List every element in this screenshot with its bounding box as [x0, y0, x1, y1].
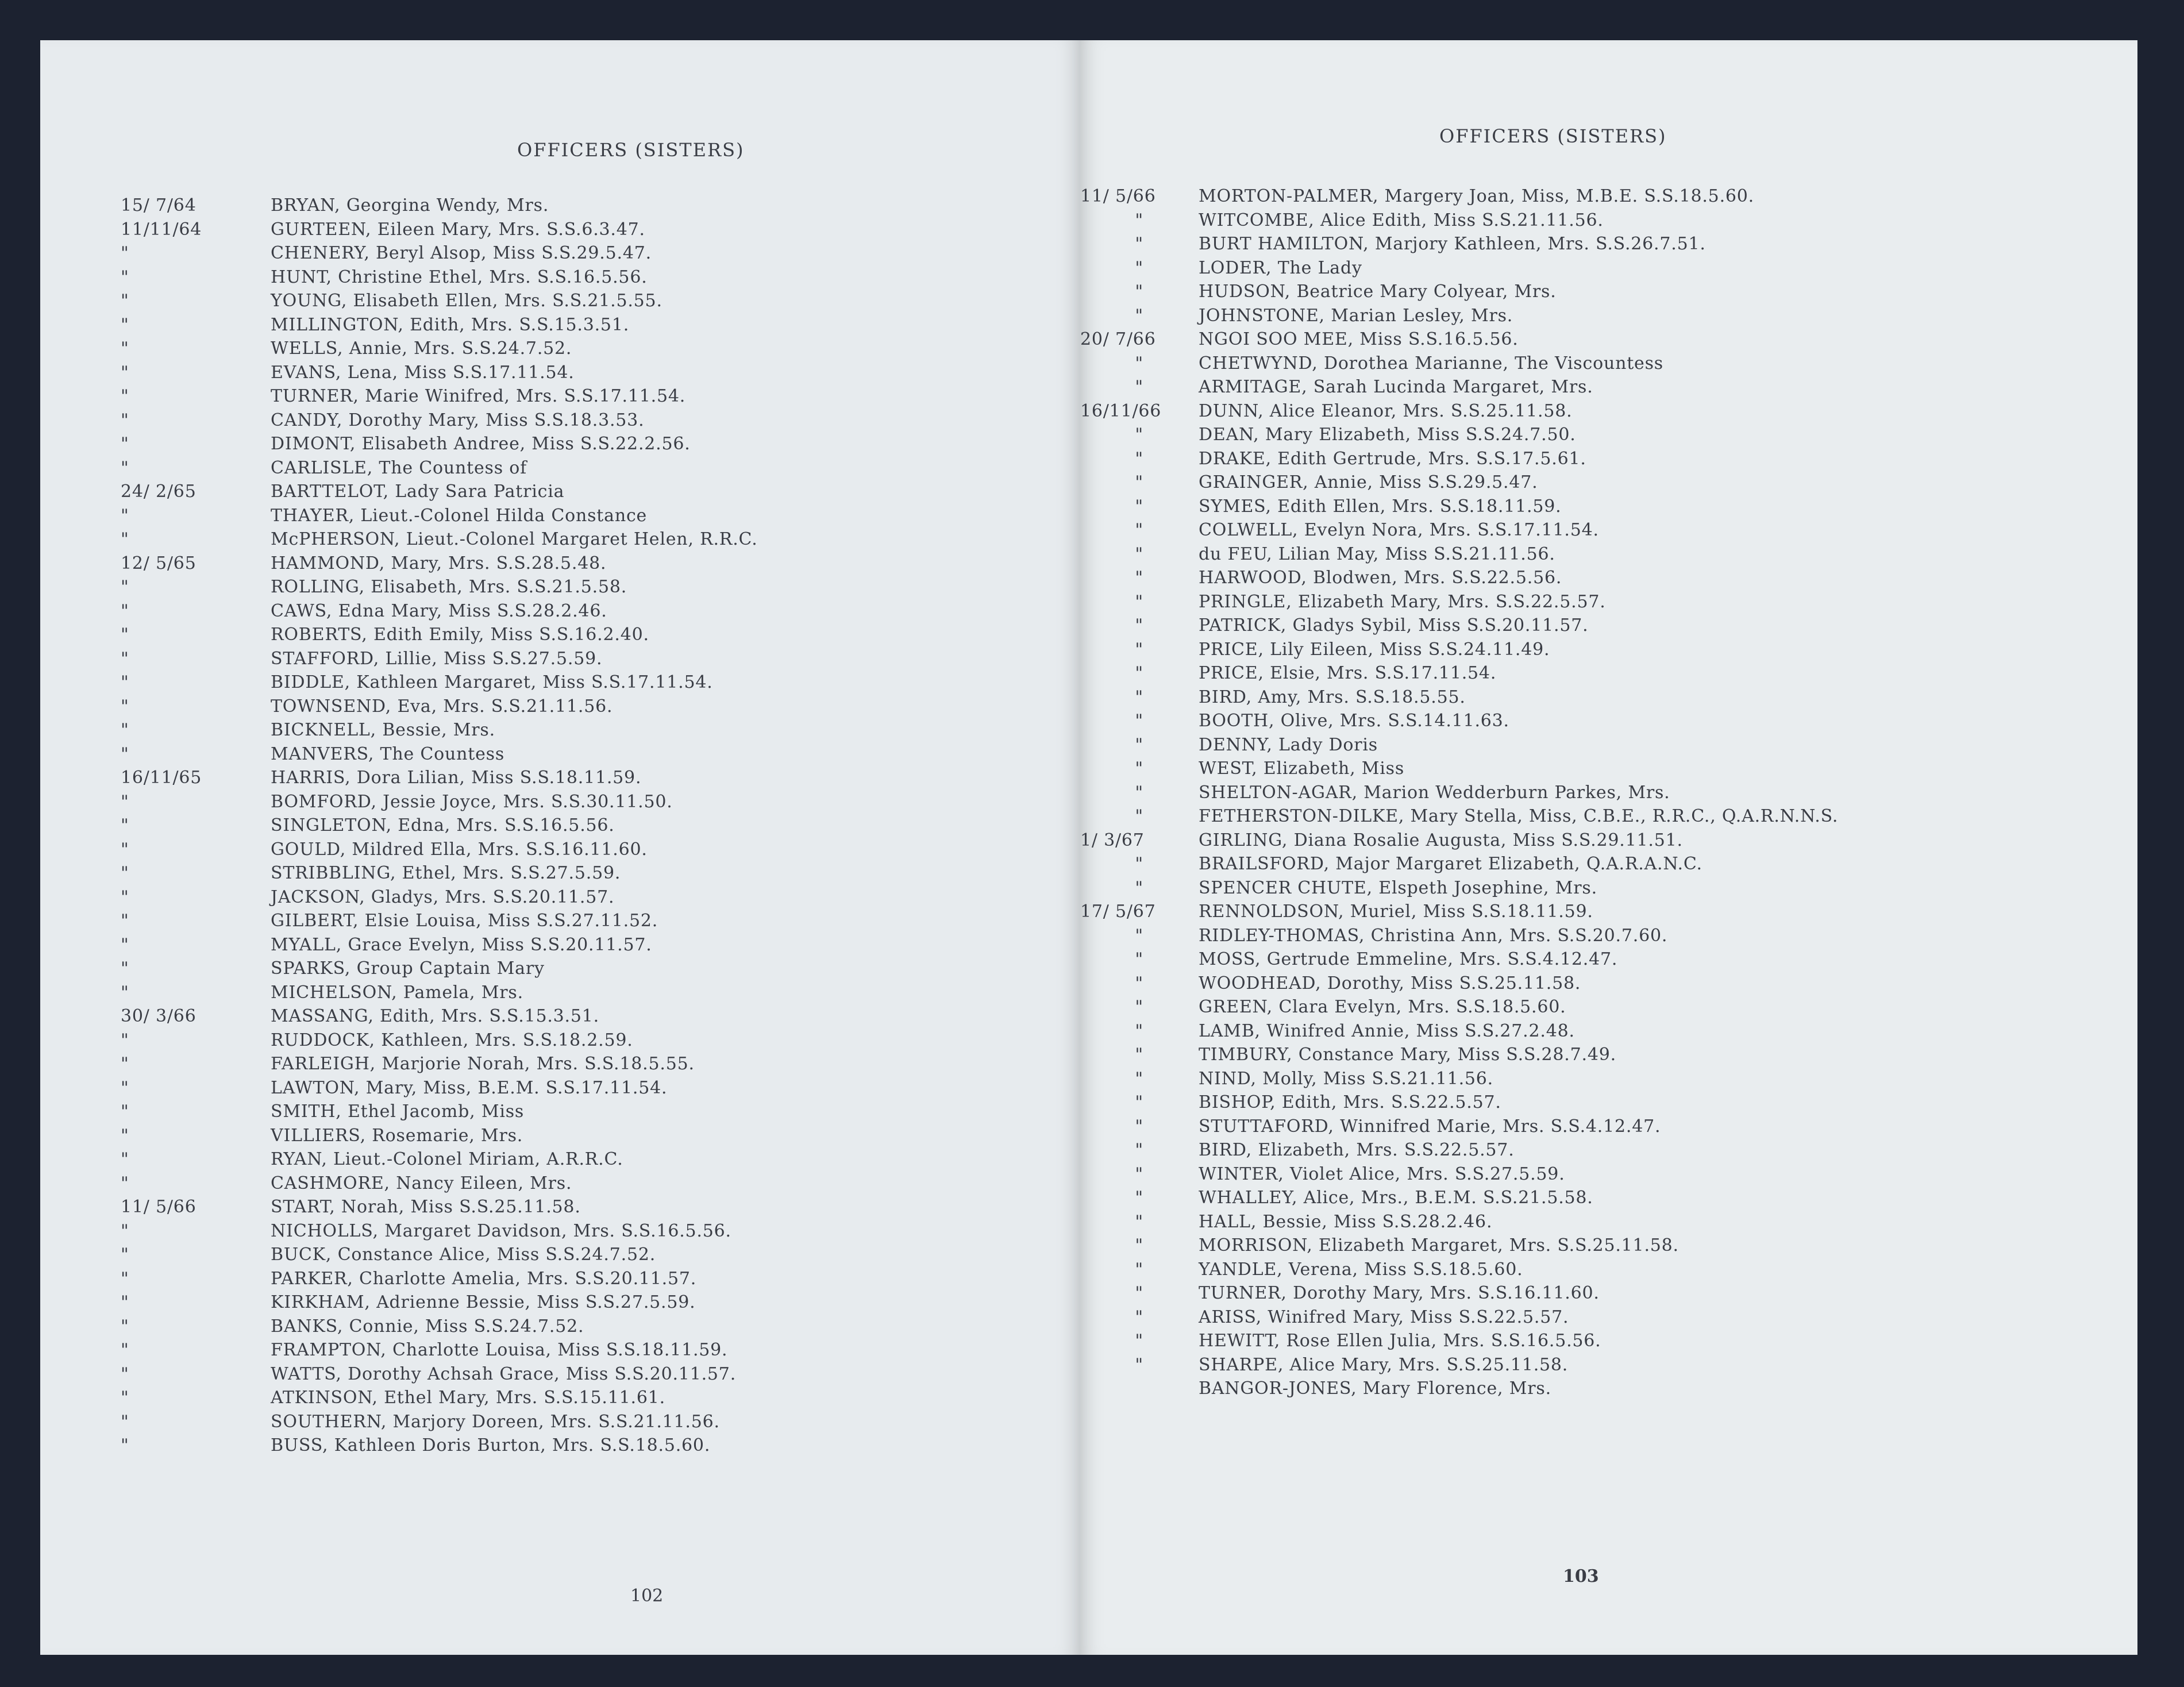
- entry-name: PATRICK, Gladys Sybil, Miss S.S.20.11.57.: [1199, 615, 1589, 635]
- entry-date: ": [121, 1030, 129, 1050]
- entry-date: ": [1135, 1331, 1143, 1351]
- entry-date: ": [1135, 854, 1143, 874]
- entry-date: ": [1135, 663, 1143, 683]
- entry-date: ": [121, 911, 129, 931]
- entry-date: ": [1135, 1188, 1143, 1208]
- entry-name: GILBERT, Elsie Louisa, Miss S.S.27.11.52.: [271, 911, 658, 931]
- entry-name: BRYAN, Georgina Wendy, Mrs.: [271, 195, 549, 215]
- entry-date: ": [121, 362, 129, 383]
- entry-date: ": [1135, 1235, 1143, 1255]
- entry-name: SINGLETON, Edna, Mrs. S.S.16.5.56.: [271, 815, 615, 835]
- entry-date: 30/ 3/66: [121, 1006, 197, 1026]
- entry-date: ": [1135, 1164, 1143, 1184]
- entry-date: ": [121, 505, 129, 526]
- entry-date: 17/ 5/67: [1080, 902, 1156, 922]
- entry-name: TURNER, Dorothy Mary, Mrs. S.S.16.11.60.: [1199, 1283, 1600, 1303]
- entry-date: ": [121, 625, 129, 645]
- entry-date: ": [121, 1149, 129, 1169]
- entry-name: WHALLEY, Alice, Mrs., B.E.M. S.S.21.5.58.: [1199, 1188, 1593, 1208]
- entry-name: RYAN, Lieut.-Colonel Miriam, A.R.R.C.: [271, 1149, 623, 1169]
- entry-name: BARTTELOT, Lady Sara Patricia: [271, 482, 565, 502]
- entry-name: BISHOP, Edith, Mrs. S.S.22.5.57.: [1199, 1092, 1501, 1112]
- entry-name: HARWOOD, Blodwen, Mrs. S.S.22.5.56.: [1199, 568, 1562, 588]
- entry-name: NIND, Molly, Miss S.S.21.11.56.: [1199, 1068, 1494, 1089]
- entry-date: ": [121, 1388, 129, 1408]
- entry-name: WEST, Elizabeth, Miss: [1199, 758, 1405, 779]
- entry-date: 16/11/65: [121, 768, 202, 788]
- entry-name: MORTON-PALMER, Margery Joan, Miss, M.B.E. S.S.18.5.60.: [1199, 186, 1755, 206]
- entry-date: ": [121, 338, 129, 359]
- entry-date: ": [1135, 1259, 1143, 1280]
- entry-name: WITCOMBE, Alice Edith, Miss S.S.21.11.56.: [1199, 210, 1604, 230]
- entry-name: PRINGLE, Elizabeth Mary, Mrs. S.S.22.5.57.: [1199, 591, 1606, 612]
- entry-name: BRAILSFORD, Major Margaret Elizabeth, Q.A.R.A.N.C.: [1199, 854, 1702, 874]
- entry-date: ": [1135, 782, 1143, 803]
- entry-name: YOUNG, Elisabeth Ellen, Mrs. S.S.21.5.55.: [271, 291, 662, 311]
- entry-date: ": [121, 720, 129, 740]
- entry-date: ": [1135, 520, 1143, 540]
- entry-name: HEWITT, Rose Ellen Julia, Mrs. S.S.16.5.56.: [1199, 1331, 1601, 1351]
- entry-date: ": [1135, 973, 1143, 993]
- entry-date: ": [1135, 210, 1143, 230]
- entry-date: ": [1135, 877, 1143, 898]
- entry-date: ": [121, 1173, 129, 1193]
- entry-name: TURNER, Marie Winifred, Mrs. S.S.17.11.54.: [271, 386, 686, 406]
- entry-date: ": [121, 267, 129, 287]
- entry-date: ": [121, 410, 129, 430]
- entry-date: ": [121, 744, 129, 764]
- entry-name: DENNY, Lady Doris: [1199, 734, 1378, 755]
- entry-date: ": [1135, 234, 1143, 254]
- entry-name: HALL, Bessie, Miss S.S.28.2.46.: [1199, 1211, 1493, 1232]
- entry-date: ": [121, 672, 129, 692]
- entry-name: BIRD, Amy, Mrs. S.S.18.5.55.: [1199, 687, 1466, 707]
- entry-date: ": [121, 529, 129, 549]
- entry-date: ": [121, 291, 129, 311]
- entry-name: DEAN, Mary Elizabeth, Miss S.S.24.7.50.: [1199, 425, 1576, 445]
- entry-date: ": [121, 600, 129, 621]
- entry-name: GOULD, Mildred Ella, Mrs. S.S.16.11.60.: [271, 839, 648, 860]
- entry-name: ARMITAGE, Sarah Lucinda Margaret, Mrs.: [1199, 377, 1593, 397]
- entry-name: LAWTON, Mary, Miss, B.E.M. S.S.17.11.54.: [271, 1077, 668, 1098]
- entry-name: DRAKE, Edith Gertrude, Mrs. S.S.17.5.61.: [1199, 448, 1586, 469]
- left-page: [40, 40, 1080, 1655]
- entry-name: WINTER, Violet Alice, Mrs. S.S.27.5.59.: [1199, 1164, 1565, 1184]
- entry-name: CHETWYND, Dorothea Marianne, The Viscountess: [1199, 353, 1663, 373]
- entry-name: VILLIERS, Rosemarie, Mrs.: [271, 1125, 523, 1146]
- entry-date: ": [1135, 353, 1143, 373]
- entry-date: ": [1135, 711, 1143, 731]
- entry-date: ": [121, 386, 129, 406]
- entry-date: ": [121, 839, 129, 860]
- entry-date: ": [1135, 925, 1143, 946]
- entry-date: ": [121, 1411, 129, 1432]
- entry-date: 11/ 5/66: [121, 1197, 197, 1217]
- entry-date: 12/ 5/65: [121, 553, 197, 573]
- entry-date: ": [121, 1340, 129, 1360]
- entry-name: HAMMOND, Mary, Mrs. S.S.28.5.48.: [271, 553, 607, 573]
- entry-date: ": [121, 887, 129, 907]
- entry-date: ": [121, 815, 129, 835]
- entry-date: ": [121, 934, 129, 955]
- entry-name: DUNN, Alice Eleanor, Mrs. S.S.25.11.58.: [1199, 400, 1573, 421]
- entry-date: ": [1135, 687, 1143, 707]
- entry-date: ": [1135, 615, 1143, 635]
- entry-name: JOHNSTONE, Marian Lesley, Mrs.: [1199, 305, 1513, 326]
- entry-name: YANDLE, Verena, Miss S.S.18.5.60.: [1199, 1259, 1523, 1280]
- entry-name: WATTS, Dorothy Achsah Grace, Miss S.S.20.11.57.: [271, 1364, 737, 1384]
- entry-name: STRIBBLING, Ethel, Mrs. S.S.27.5.59.: [271, 863, 621, 883]
- entry-date: ": [1135, 806, 1143, 826]
- entry-name: TIMBURY, Constance Mary, Miss S.S.28.7.49.: [1199, 1045, 1616, 1065]
- entry-name: MYALL, Grace Evelyn, Miss S.S.20.11.57.: [271, 934, 652, 955]
- entry-date: 1/ 3/67: [1080, 830, 1145, 850]
- entry-name: EVANS, Lena, Miss S.S.17.11.54.: [271, 362, 575, 383]
- entry-date: ": [1135, 639, 1143, 660]
- entry-date: ": [121, 696, 129, 717]
- entry-name: HARRIS, Dora Lilian, Miss S.S.18.11.59.: [271, 768, 642, 788]
- entry-name: ATKINSON, Ethel Mary, Mrs. S.S.15.11.61.: [271, 1388, 665, 1408]
- entry-name: JACKSON, Gladys, Mrs. S.S.20.11.57.: [271, 887, 615, 907]
- entry-name: CANDY, Dorothy Mary, Miss S.S.18.3.53.: [271, 410, 645, 430]
- entry-name: BIRD, Elizabeth, Mrs. S.S.22.5.57.: [1199, 1140, 1515, 1160]
- page-title: OFFICERS (SISTERS): [1439, 125, 1667, 147]
- entry-date: ": [121, 457, 129, 478]
- entry-name: WELLS, Annie, Mrs. S.S.24.7.52.: [271, 338, 572, 359]
- entry-name: FARLEIGH, Marjorie Norah, Mrs. S.S.18.5.55.: [271, 1054, 695, 1074]
- entry-name: STUTTAFORD, Winnifred Marie, Mrs. S.S.4.12.47.: [1199, 1116, 1661, 1137]
- entry-date: ": [1135, 282, 1143, 302]
- entry-name: SYMES, Edith Ellen, Mrs. S.S.18.11.59.: [1199, 496, 1562, 517]
- entry-name: MORRISON, Elizabeth Margaret, Mrs. S.S.25.11.58.: [1199, 1235, 1679, 1255]
- entry-date: ": [121, 577, 129, 597]
- entry-name: LAMB, Winifred Annie, Miss S.S.27.2.48.: [1199, 1020, 1575, 1041]
- entry-date: ": [1135, 1211, 1143, 1232]
- entry-date: ": [121, 1101, 129, 1122]
- entry-date: ": [121, 1435, 129, 1455]
- entry-name: KIRKHAM, Adrienne Bessie, Miss S.S.27.5.59.: [271, 1292, 696, 1312]
- entry-name: STAFFORD, Lillie, Miss S.S.27.5.59.: [271, 648, 603, 669]
- entry-name: SMITH, Ethel Jacomb, Miss: [271, 1101, 525, 1122]
- entry-name: CAWS, Edna Mary, Miss S.S.28.2.46.: [271, 600, 607, 621]
- entry-name: RENNOLDSON, Muriel, Miss S.S.18.11.59.: [1199, 902, 1593, 922]
- entry-name: LODER, The Lady: [1199, 257, 1362, 278]
- entry-name: CASHMORE, Nancy Eileen, Mrs.: [271, 1173, 572, 1193]
- entry-name: PRICE, Elsie, Mrs. S.S.17.11.54.: [1199, 663, 1497, 683]
- entry-name: SHARPE, Alice Mary, Mrs. S.S.25.11.58.: [1199, 1354, 1569, 1375]
- entry-date: ": [1135, 1045, 1143, 1065]
- entry-name: SHELTON-AGAR, Marion Wedderburn Parkes, Mrs.: [1199, 782, 1670, 803]
- entry-date: ": [1135, 305, 1143, 326]
- entry-name: SPENCER CHUTE, Elspeth Josephine, Mrs.: [1199, 877, 1597, 898]
- entry-name: SOUTHERN, Marjory Doreen, Mrs. S.S.21.11.56.: [271, 1411, 720, 1432]
- entry-name: MILLINGTON, Edith, Mrs. S.S.15.3.51.: [271, 314, 630, 335]
- entry-name: SPARKS, Group Captain Mary: [271, 958, 545, 979]
- entry-name: BICKNELL, Bessie, Mrs.: [271, 720, 495, 740]
- entry-date: ": [1135, 1068, 1143, 1089]
- entry-name: COLWELL, Evelyn Nora, Mrs. S.S.17.11.54.: [1199, 520, 1599, 540]
- entry-date: ": [121, 863, 129, 883]
- entry-date: 11/ 5/66: [1080, 186, 1156, 206]
- entry-date: 24/ 2/65: [121, 482, 197, 502]
- entry-date: ": [121, 1316, 129, 1336]
- entry-name: RUDDOCK, Kathleen, Mrs. S.S.18.2.59.: [271, 1030, 633, 1050]
- entry-date: ": [1135, 496, 1143, 517]
- entry-date: ": [1135, 377, 1143, 397]
- entry-name: DIMONT, Elisabeth Andree, Miss S.S.22.2.56.: [271, 434, 691, 454]
- entry-name: MICHELSON, Pamela, Mrs.: [271, 982, 523, 1003]
- entry-date: ": [1135, 257, 1143, 278]
- entry-date: ": [121, 434, 129, 454]
- entry-date: ": [1135, 568, 1143, 588]
- entry-date: ": [121, 1220, 129, 1241]
- entry-name: BANGOR-JONES, Mary Florence, Mrs.: [1199, 1378, 1551, 1399]
- entry-name: FETHERSTON-DILKE, Mary Stella, Miss, C.B.E., R.R.C., Q.A.R.N.N.S.: [1199, 806, 1839, 826]
- entry-name: GIRLING, Diana Rosalie Augusta, Miss S.S.29.11.51.: [1199, 830, 1683, 850]
- entry-date: ": [121, 1364, 129, 1384]
- entry-name: MANVERS, The Countess: [271, 744, 505, 764]
- entry-name: RIDLEY-THOMAS, Christina Ann, Mrs. S.S.20.7.60.: [1199, 925, 1668, 946]
- entry-date: ": [1135, 425, 1143, 445]
- entry-name: HUDSON, Beatrice Mary Colyear, Mrs.: [1199, 282, 1557, 302]
- entry-date: ": [121, 1125, 129, 1146]
- entry-name: BANKS, Connie, Miss S.S.24.7.52.: [271, 1316, 584, 1336]
- entry-name: FRAMPTON, Charlotte Louisa, Miss S.S.18.11.59.: [271, 1340, 728, 1360]
- entry-name: THAYER, Lieut.-Colonel Hilda Constance: [271, 505, 648, 526]
- entry-date: ": [1135, 1140, 1143, 1160]
- entry-name: GURTEEN, Eileen Mary, Mrs. S.S.6.3.47.: [271, 219, 645, 240]
- entry-name: TOWNSEND, Eva, Mrs. S.S.21.11.56.: [271, 696, 613, 717]
- entry-date: ": [121, 791, 129, 812]
- entry-date: 16/11/66: [1080, 400, 1162, 421]
- entry-name: BOMFORD, Jessie Joyce, Mrs. S.S.30.11.50.: [271, 791, 673, 812]
- entry-name: MOSS, Gertrude Emmeline, Mrs. S.S.4.12.47.: [1199, 949, 1618, 969]
- entry-name: GRAINGER, Annie, Miss S.S.29.5.47.: [1199, 472, 1538, 492]
- entry-date: ": [1135, 544, 1143, 564]
- entry-name: WOODHEAD, Dorothy, Miss S.S.25.11.58.: [1199, 973, 1581, 993]
- entry-name: MASSANG, Edith, Mrs. S.S.15.3.51.: [271, 1006, 599, 1026]
- entry-name: BUCK, Constance Alice, Miss S.S.24.7.52.: [271, 1245, 656, 1265]
- entry-name: START, Norah, Miss S.S.25.11.58.: [271, 1197, 581, 1217]
- entry-date: ": [1135, 1092, 1143, 1112]
- entry-name: CARLISLE, The Countess of: [271, 457, 527, 478]
- entry-date: ": [1135, 1283, 1143, 1303]
- entry-date: ": [121, 1245, 129, 1265]
- right-page: [1080, 40, 2137, 1655]
- entry-name: BURT HAMILTON, Marjory Kathleen, Mrs. S.S.26.7.51.: [1199, 234, 1706, 254]
- entry-name: ARISS, Winifred Mary, Miss S.S.22.5.57.: [1199, 1307, 1569, 1327]
- entry-name: HUNT, Christine Ethel, Mrs. S.S.16.5.56.: [271, 267, 648, 287]
- entry-date: 11/11/64: [121, 219, 202, 240]
- entry-date: ": [1135, 1307, 1143, 1327]
- entry-date: ": [121, 982, 129, 1003]
- entry-date: ": [121, 1054, 129, 1074]
- entry-name: CHENERY, Beryl Alsop, Miss S.S.29.5.47.: [271, 243, 652, 263]
- entry-date: ": [121, 243, 129, 263]
- entry-name: BUSS, Kathleen Doris Burton, Mrs. S.S.18.5.60.: [271, 1435, 711, 1455]
- entry-date: ": [1135, 448, 1143, 469]
- entry-date: ": [1135, 1354, 1143, 1375]
- entry-name: BIDDLE, Kathleen Margaret, Miss S.S.17.11.54.: [271, 672, 713, 692]
- entry-date: ": [121, 1077, 129, 1098]
- entry-date: ": [1135, 1020, 1143, 1041]
- entry-name: McPHERSON, Lieut.-Colonel Margaret Helen, R.R.C.: [271, 529, 758, 549]
- entry-name: PARKER, Charlotte Amelia, Mrs. S.S.20.11.57.: [271, 1268, 697, 1289]
- entry-name: PRICE, Lily Eileen, Miss S.S.24.11.49.: [1199, 639, 1550, 660]
- entry-date: ": [121, 1268, 129, 1289]
- entry-date: 15/ 7/64: [121, 195, 197, 215]
- entry-name: ROBERTS, Edith Emily, Miss S.S.16.2.40.: [271, 625, 649, 645]
- page-number: 103: [1563, 1566, 1599, 1586]
- entry-date: ": [121, 648, 129, 669]
- entry-date: ": [1135, 949, 1143, 969]
- entry-date: 20/ 7/66: [1080, 329, 1156, 349]
- entry-name: du FEU, Lilian May, Miss S.S.21.11.56.: [1199, 544, 1555, 564]
- entry-name: GREEN, Clara Evelyn, Mrs. S.S.18.5.60.: [1199, 997, 1566, 1017]
- entry-date: ": [121, 958, 129, 979]
- entry-name: NICHOLLS, Margaret Davidson, Mrs. S.S.16.5.56.: [271, 1220, 731, 1241]
- entry-date: ": [1135, 758, 1143, 779]
- entry-name: BOOTH, Olive, Mrs. S.S.14.11.63.: [1199, 711, 1509, 731]
- entry-date: ": [1135, 591, 1143, 612]
- entry-date: ": [1135, 997, 1143, 1017]
- page-number: 102: [630, 1586, 664, 1606]
- entry-date: ": [1135, 472, 1143, 492]
- entry-name: NGOI SOO MEE, Miss S.S.16.5.56.: [1199, 329, 1519, 349]
- entry-date: ": [121, 314, 129, 335]
- entry-date: ": [1135, 1116, 1143, 1137]
- page-title: OFFICERS (SISTERS): [517, 139, 745, 161]
- entry-date: ": [1135, 734, 1143, 755]
- entry-name: ROLLING, Elisabeth, Mrs. S.S.21.5.58.: [271, 577, 627, 597]
- entry-date: ": [121, 1292, 129, 1312]
